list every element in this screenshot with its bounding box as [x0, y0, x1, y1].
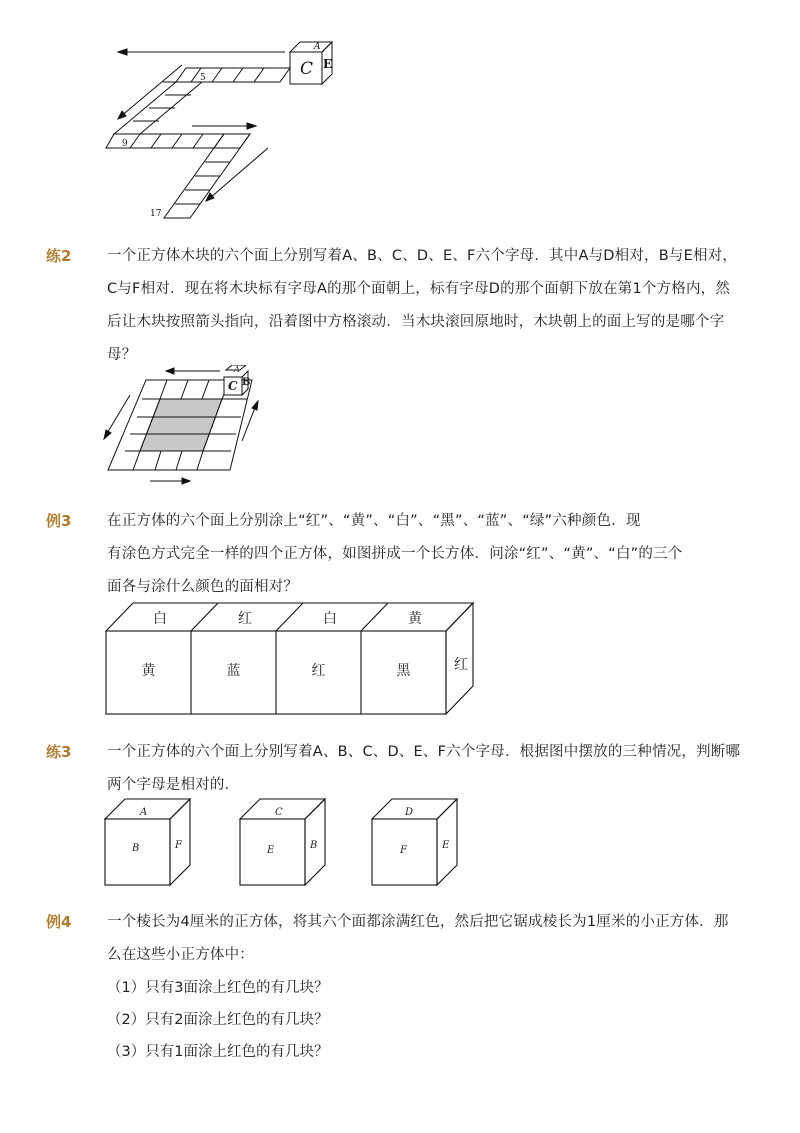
cube-top-letter: D: [405, 807, 414, 818]
grid-loop-figure: [100, 365, 270, 490]
cube-top-letter: A: [140, 807, 148, 818]
side-face-label: 红: [454, 657, 468, 673]
front-face-label: 黑: [396, 663, 411, 679]
cell-number-17: 17: [150, 209, 162, 219]
letter-cube-1: [104, 798, 192, 888]
text-line: 面各与涂什么颜色的面相对？: [107, 579, 299, 595]
cube-side-letter: E: [323, 57, 333, 71]
text-line: 一个正方体木块的六个面上分别写着A、B、C、D、E、F六个字母．其中A与D相对，B与E相对，: [107, 248, 738, 264]
text-line: 在正方体的六个面上分别涂上“红”、“黄”、“白”、“黑”、“蓝”、“绿”六种颜色．现: [107, 513, 641, 529]
path-strip: [106, 68, 290, 218]
rolling-path-figure: [100, 30, 350, 230]
front-face-label: 红: [311, 663, 326, 679]
grid-cube-front: C: [228, 379, 238, 393]
cube-side-letter: B: [310, 840, 318, 851]
exercise-text: [107, 736, 741, 802]
top-face-label: 白: [323, 611, 337, 627]
text-line: 有涂色方式完全一样的四个正方体，如图拼成一个长方体．问涂“红”、“黄”、“白”的三个: [107, 546, 683, 562]
cell-number-5: 5: [200, 73, 206, 83]
text-line: C与F相对．现在将木块标有字母A的那个面朝上，标有字母D的那个面朝下放在第1个方格内，然: [107, 281, 731, 297]
text-line: 母？: [107, 347, 137, 363]
exercise-tag: 练2: [46, 247, 72, 265]
example-tag: 例4: [46, 913, 72, 931]
cube-front-letter: B: [132, 843, 140, 854]
text-line: 两个字母是相对的．: [107, 777, 240, 793]
front-face-label: 黄: [141, 663, 156, 679]
top-face-label: 白: [153, 611, 167, 627]
grid-cube-top: A: [234, 365, 240, 374]
exercise-text: [107, 240, 738, 372]
four-cubes-figure: [105, 600, 477, 718]
example-tag: 例3: [46, 512, 72, 530]
top-face-label: 红: [238, 611, 252, 627]
cube-top-letter: C: [275, 807, 283, 818]
cube-front-letter: C: [300, 59, 314, 79]
text-line: 么在这些小正方体中：: [107, 947, 254, 963]
example-text: [107, 906, 729, 972]
exercise-tag: 练3: [46, 743, 72, 761]
question-2: （2）只有2面涂上红色的有几块？: [107, 1012, 329, 1028]
cube-top-letter: A: [314, 42, 321, 52]
question-3: （3）只有1面涂上红色的有几块？: [107, 1044, 329, 1060]
cube-front-letter: F: [400, 845, 407, 856]
text-line: 后让木块按照箭头指向，沿着图中方格滚动．当木块滚回原地时，木块朝上的面上写的是哪个字: [107, 314, 725, 330]
front-face-label: 蓝: [226, 663, 241, 679]
letter-cube-3: [371, 798, 459, 888]
grid-cube-side: B: [242, 377, 251, 388]
example-text: [107, 505, 717, 604]
top-face-label: 黄: [408, 611, 422, 627]
text-line: 一个正方体的六个面上分别写着A、B、C、D、E、F六个字母．根据图中摆放的三种情况，判断哪: [107, 744, 741, 760]
text-line: 一个棱长为4厘米的正方体，将其六个面都涂满红色，然后把它锯成棱长为1厘米的小正方体．那: [107, 914, 729, 930]
direction-arrows: [118, 49, 285, 201]
cube-side-letter: F: [175, 840, 182, 851]
letter-cube-2: [239, 798, 327, 888]
cube-side-letter: E: [442, 840, 450, 851]
question-1: （1）只有3面涂上红色的有几块？: [107, 980, 329, 996]
cell-number-9: 9: [122, 139, 128, 149]
cube-front-letter: E: [267, 845, 275, 856]
